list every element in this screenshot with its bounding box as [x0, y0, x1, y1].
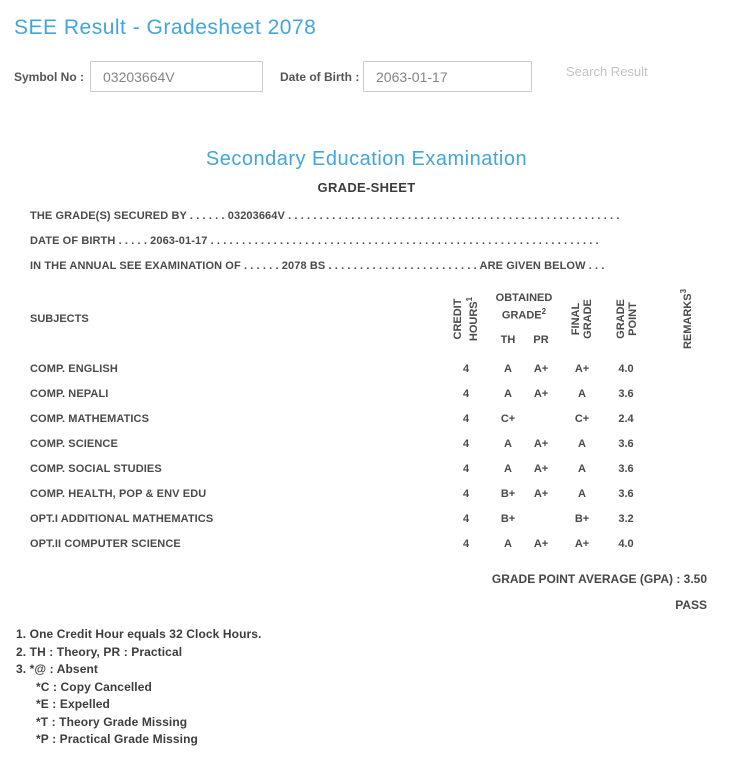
- subject-name: OPT.II COMPUTER SCIENCE: [30, 537, 181, 550]
- date-of-birth-input[interactable]: [363, 61, 532, 92]
- page-title: SEE Result - Gradesheet 2078: [14, 16, 317, 39]
- credit-hours-value: 4: [462, 537, 470, 550]
- th-grade-value: A: [504, 437, 512, 450]
- table-row: [0, 456, 733, 481]
- subject-name: OPT.I ADDITIONAL MATHEMATICS: [30, 512, 214, 525]
- footnote-item: 3. *@ : Absent: [16, 662, 99, 676]
- footnote-item: 1. One Credit Hour equals 32 Clock Hours.: [16, 627, 262, 641]
- column-header-subjects: SUBJECTS: [30, 313, 89, 325]
- credit-hours-value: 4: [462, 487, 470, 500]
- subject-name: COMP. NEPALI: [30, 387, 109, 400]
- column-header-remarks: [678, 289, 694, 349]
- pr-grade-value: A+: [533, 487, 549, 500]
- column-header-final-grade: [570, 299, 594, 339]
- credit-hours-value: 4: [462, 462, 470, 475]
- grade-point-value: 3.6: [618, 437, 634, 450]
- obtained-grade-line1: OBTAINED: [495, 292, 553, 304]
- credit-hours-value: 4: [462, 512, 470, 525]
- pr-grade-value: A+: [533, 462, 549, 475]
- credit-hours-value: 4: [462, 437, 470, 450]
- remarks-superscript: 3: [679, 288, 689, 294]
- footnote-item: *E : Expelled: [36, 697, 110, 711]
- column-header-pr: PR: [533, 334, 549, 346]
- subject-name: COMP. MATHEMATICS: [30, 412, 150, 425]
- grades-table-body: [0, 356, 733, 556]
- declaration-line-examination: IN THE ANNUAL SEE EXAMINATION OF . . . . . . 2078 BS . . . . . . . . . . . . . . . . . . . . . . . . ARE GIVEN BELOW . . .: [30, 260, 605, 272]
- table-row: [0, 506, 733, 531]
- final-grade-line1: FINAL: [570, 302, 582, 336]
- table-row: [0, 406, 733, 431]
- final-grade-line2: GRADE: [582, 299, 594, 339]
- grade-point-value: 3.6: [618, 487, 634, 500]
- credit-hours-value: 4: [462, 412, 470, 425]
- subject-name: COMP. HEALTH, POP & ENV EDU: [30, 487, 207, 500]
- grade-point-value: 3.6: [618, 387, 634, 400]
- subject-name: COMP. ENGLISH: [30, 362, 118, 375]
- final-grade-value: A: [578, 487, 586, 500]
- final-grade-value: A: [578, 462, 586, 475]
- declaration-line-date-of-birth: DATE OF BIRTH . . . . . 2063-01-17 . . . . . . . . . . . . . . . . . . . . . . . . . . . . . . . . . . . . . . . . . . . . . . . . . . . . . . . . . . . . . .: [30, 235, 599, 247]
- credit-hours-value: 4: [462, 362, 470, 375]
- column-header-grade-point: [615, 299, 639, 339]
- gpa-summary: GRADE POINT AVERAGE (GPA) : 3.50: [491, 572, 707, 586]
- th-grade-value: A: [504, 387, 512, 400]
- column-header-credit-hours: [452, 297, 480, 341]
- pr-grade-value: A+: [533, 537, 549, 550]
- declaration-line-grades-secured: THE GRADE(S) SECURED BY . . . . . . 03203664V . . . . . . . . . . . . . . . . . . . . . . . . . . . . . . . . . . . . . . . . . . . . . . . . . . . . .: [30, 210, 620, 222]
- grade-sheet-subheading: GRADE-SHEET: [317, 180, 416, 195]
- result-status: PASS: [675, 598, 707, 612]
- obtained-grade-line2: GRADE$^2$: [501, 307, 547, 322]
- table-row: [0, 356, 733, 381]
- table-row: [0, 531, 733, 556]
- subject-name: COMP. SCIENCE: [30, 437, 118, 450]
- symbol-no-input[interactable]: [90, 61, 263, 92]
- table-row: [0, 381, 733, 406]
- grade-point-value: 4.0: [618, 362, 634, 375]
- search-result-button[interactable]: Search Result: [566, 64, 648, 79]
- column-header-th: TH: [500, 334, 516, 346]
- credit-hours-value: 4: [462, 387, 470, 400]
- grade-point-line1: GRADE: [615, 299, 627, 339]
- footnote-item: *P : Practical Grade Missing: [36, 732, 198, 746]
- pr-grade-value: A+: [533, 437, 549, 450]
- subject-name: COMP. SOCIAL STUDIES: [30, 462, 162, 475]
- remarks-line1: REMARKS$^3$: [679, 288, 694, 350]
- final-grade-value: A: [578, 387, 586, 400]
- final-grade-value: A: [578, 437, 586, 450]
- table-row: [0, 431, 733, 456]
- th-grade-value: B+: [500, 512, 516, 525]
- pr-grade-value: A+: [533, 387, 549, 400]
- footnote-item: *T : Theory Grade Missing: [36, 714, 188, 729]
- grade-point-value: 3.6: [618, 462, 634, 475]
- footnotes-list: [16, 628, 262, 751]
- grade-point-value: 3.2: [618, 512, 634, 525]
- credit-hours-superscript: 1: [465, 296, 475, 302]
- credit-hours-line1: CREDIT: [452, 298, 465, 340]
- symbol-no-label: Symbol No :: [14, 70, 85, 84]
- th-grade-value: A: [504, 362, 512, 375]
- final-grade-value: B+: [574, 512, 590, 525]
- final-grade-value: A+: [574, 537, 590, 550]
- th-grade-value: B+: [500, 487, 516, 500]
- footnote-item: *C : Copy Cancelled: [36, 679, 152, 694]
- table-row: [0, 481, 733, 506]
- final-grade-value: C+: [574, 412, 590, 425]
- obtained-grade-superscript: 2: [541, 307, 547, 316]
- grade-point-line2: POINT: [627, 302, 639, 336]
- grade-point-value: 4.0: [618, 537, 634, 550]
- th-grade-value: A: [504, 462, 512, 475]
- th-grade-value: C+: [500, 412, 516, 425]
- th-grade-value: A: [504, 537, 512, 550]
- pr-grade-value: A+: [533, 362, 549, 375]
- final-grade-value: A+: [574, 362, 590, 375]
- footnote-item: 2. TH : Theory, PR : Practical: [16, 644, 183, 659]
- exam-heading: Secondary Education Examination: [205, 148, 528, 170]
- column-header-obtained-grade: [496, 291, 553, 323]
- credit-hours-line2: HOURS$^1$: [465, 296, 480, 342]
- date-of-birth-label: Date of Birth :: [280, 70, 360, 84]
- grade-point-value: 2.4: [618, 412, 634, 425]
